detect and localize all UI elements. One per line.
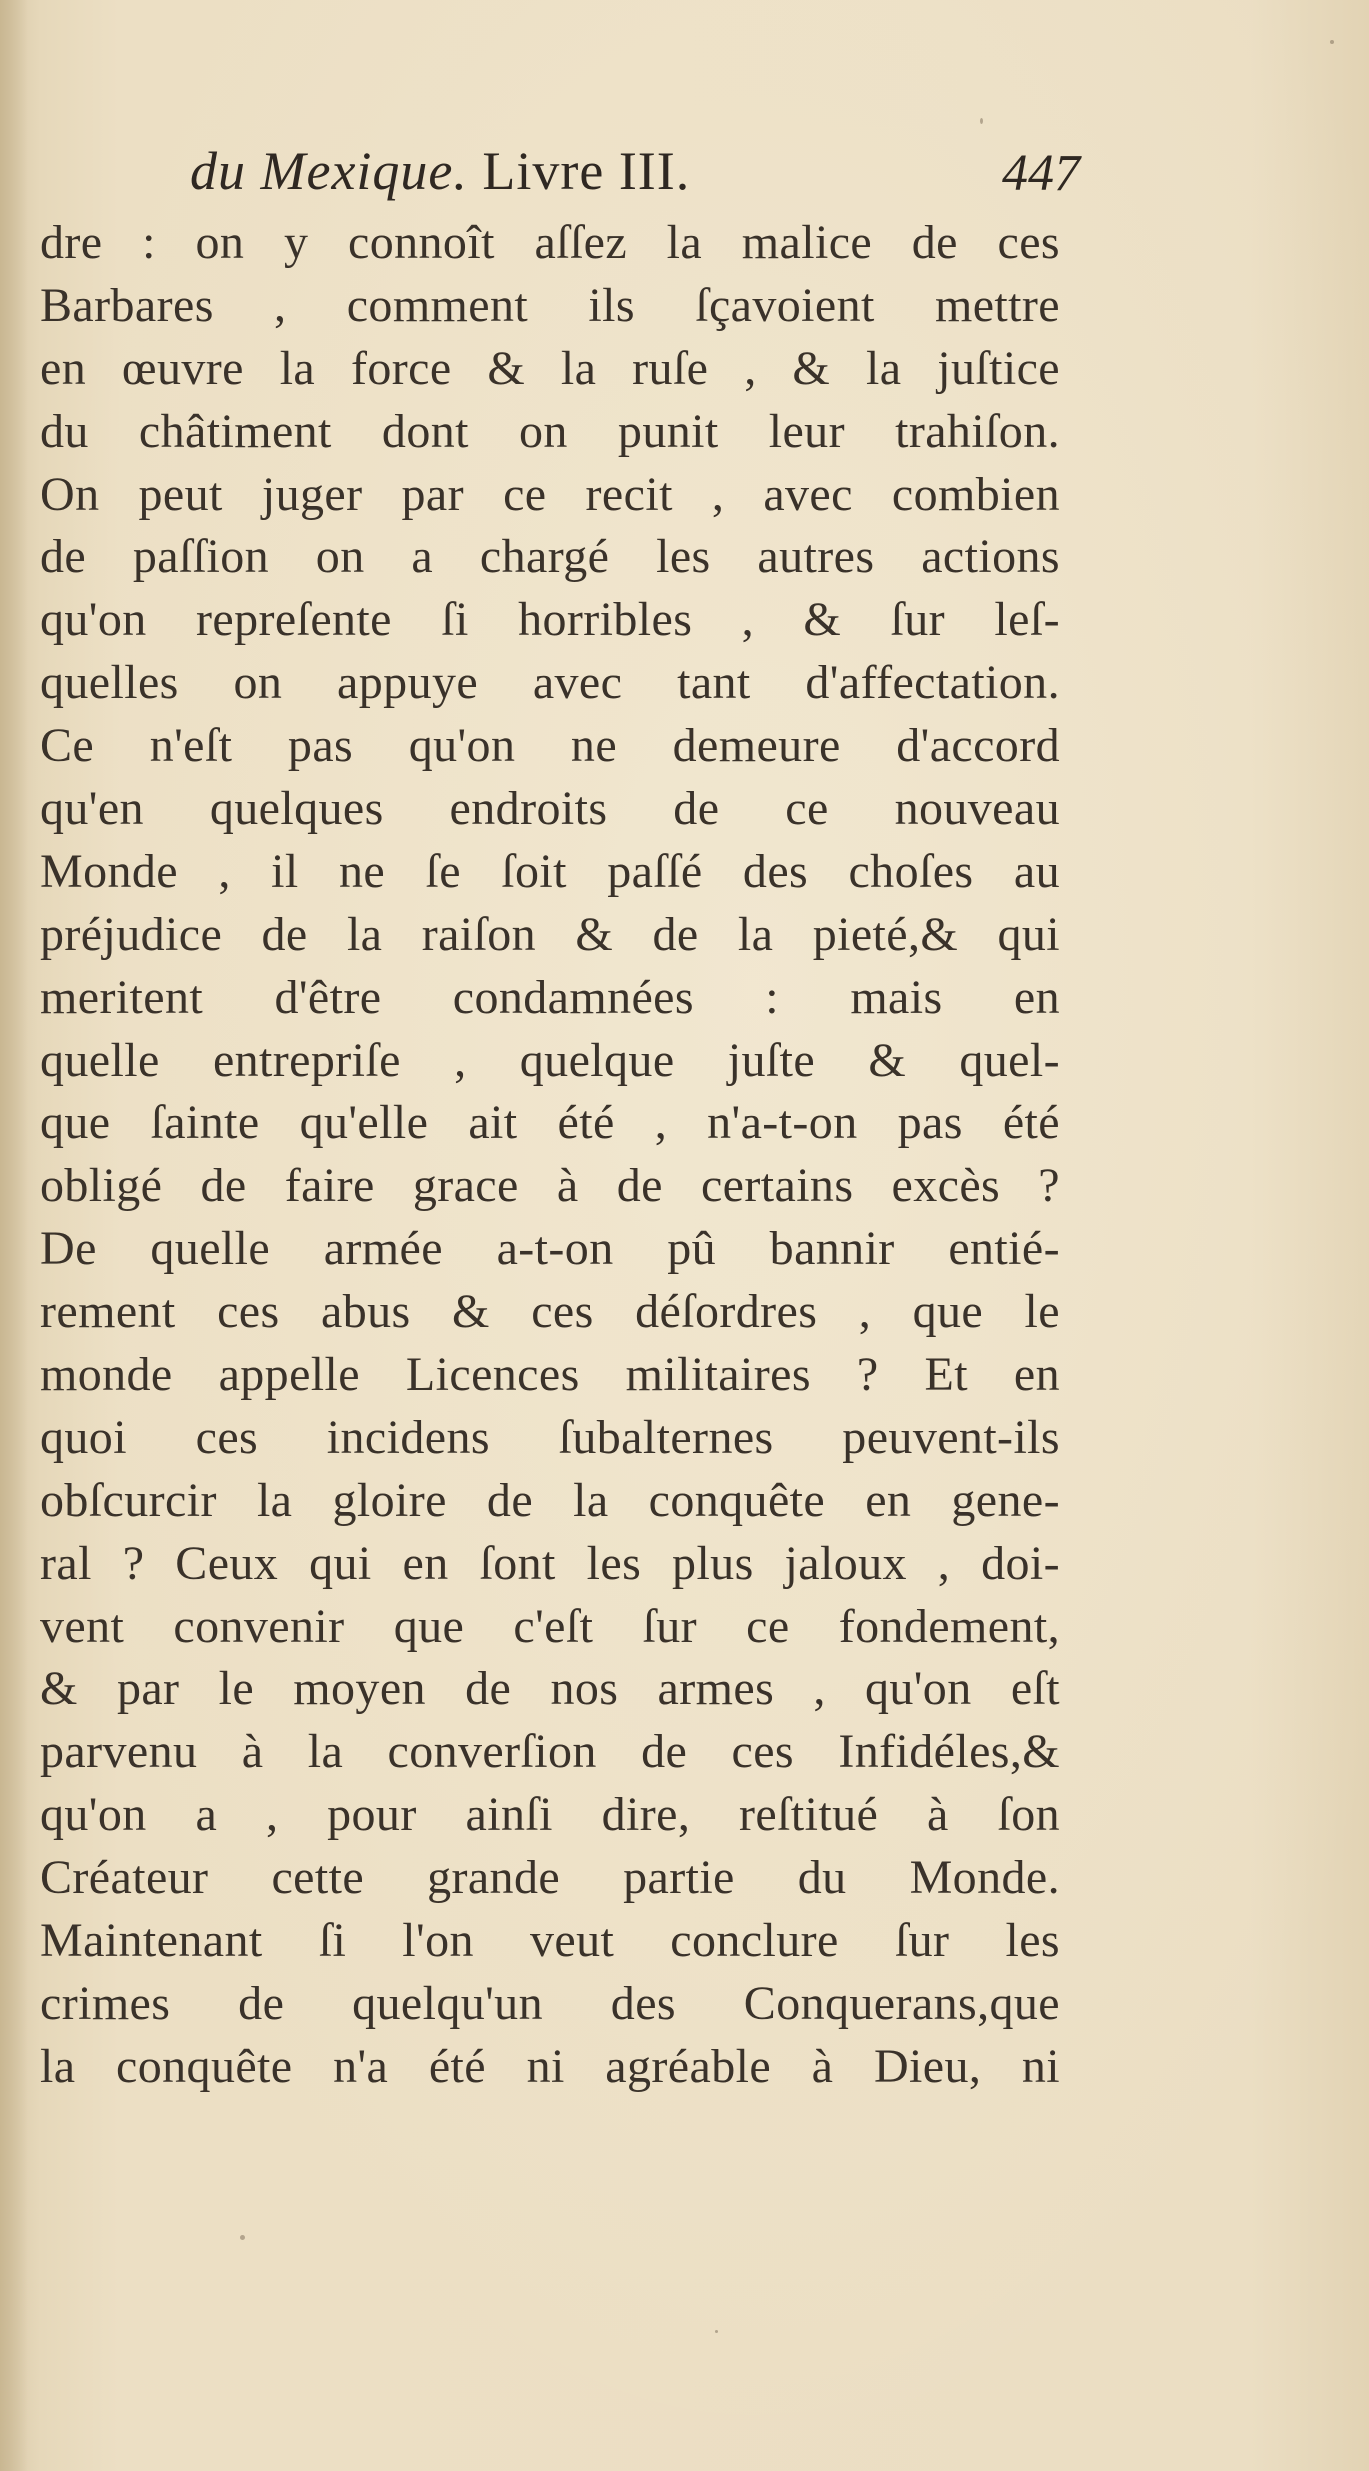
text-line-8: quelles on appuye avec tant d'affectation. xyxy=(40,656,1060,710)
text-line-22: ral ? Ceux qui en ſont les plus jaloux , doi- xyxy=(40,1536,1060,1590)
text-line-6: de paſſion on a chargé les autres actions xyxy=(40,530,1060,584)
text-line-16: obligé de faire grace à de certains excès ? xyxy=(40,1159,1060,1213)
text-line-15: que ſainte qu'elle ait été , n'a-t-on pas été xyxy=(40,1096,1060,1150)
running-head xyxy=(170,140,1080,210)
text-line-10: qu'en quelques endroits de ce nouveau xyxy=(40,782,1060,836)
text-line-21: obſcurcir la gloire de la conquête en gene- xyxy=(40,1473,1060,1527)
text-line-12: préjudice de la raiſon & de la pieté,& qui xyxy=(40,907,1060,961)
paper-speck xyxy=(240,2235,245,2240)
text-line-27: Créateur cette grande partie du Monde. xyxy=(40,1851,1060,1905)
page-gutter-shadow xyxy=(0,0,28,2471)
text-line-5: On peut juger par ce recit , avec combien xyxy=(40,467,1060,521)
paper-speck xyxy=(1330,40,1334,44)
paper-speck xyxy=(715,2330,718,2333)
text-line-11: Monde , il ne ſe ſoit paſſé des choſes au xyxy=(40,844,1060,898)
text-line-19: monde appelle Licences militaires ? Et en xyxy=(40,1348,1060,1402)
paper-speck xyxy=(980,118,983,124)
text-line-26: qu'on a , pour ainſi dire, reſtitué à ſon xyxy=(40,1788,1060,1842)
text-line-25: parvenu à la converſion de ces Infidéles,& xyxy=(40,1725,1060,1779)
text-line-4: du châtiment dont on punit leur trahiſon. xyxy=(40,404,1060,458)
text-line-14: quelle entrepriſe , quelque juſte & quel- xyxy=(40,1033,1060,1087)
text-line-29: crimes de quelqu'un des Conquerans,que xyxy=(40,1976,1060,2030)
text-line-2: Barbares , comment ils ſçavoient mettre xyxy=(40,278,1060,332)
text-line-9: Ce n'eſt pas qu'on ne demeure d'accord xyxy=(40,719,1060,773)
text-line-13: meritent d'être condamnées : mais en xyxy=(40,970,1060,1024)
text-line-1: dre : on y connoît aſſez la malice de ces xyxy=(40,216,1060,269)
text-line-3: en œuvre la force & la ruſe , & la juſtice xyxy=(40,341,1060,395)
running-title-roman: Livre III. xyxy=(482,141,691,201)
text-line-23: vent convenir que c'eſt ſur ce fondement, xyxy=(40,1599,1060,1653)
text-line-24: & par le moyen de nos armes , qu'on eſt xyxy=(40,1662,1060,1716)
text-line-7: qu'on repreſente ſi horribles , & ſur leſ- xyxy=(40,593,1060,647)
text-line-18: rement ces abus & ces déſordres , que le xyxy=(40,1285,1060,1339)
text-line-17: De quelle armée a-t-on pû bannir entié- xyxy=(40,1222,1060,1276)
running-title xyxy=(190,140,690,202)
text-line-20: quoi ces incidens ſubalternes peuvent-ils xyxy=(40,1410,1060,1464)
text-line-30: la conquête n'a été ni agréable à Dieu, ni xyxy=(40,2039,1060,2093)
text-line-28: Maintenant ſi l'on veut conclure ſur les xyxy=(40,1914,1060,1968)
running-title-italic: du Mexique. xyxy=(190,141,468,201)
body-text xyxy=(40,212,1060,2099)
page-number: 447 xyxy=(1002,145,1080,202)
